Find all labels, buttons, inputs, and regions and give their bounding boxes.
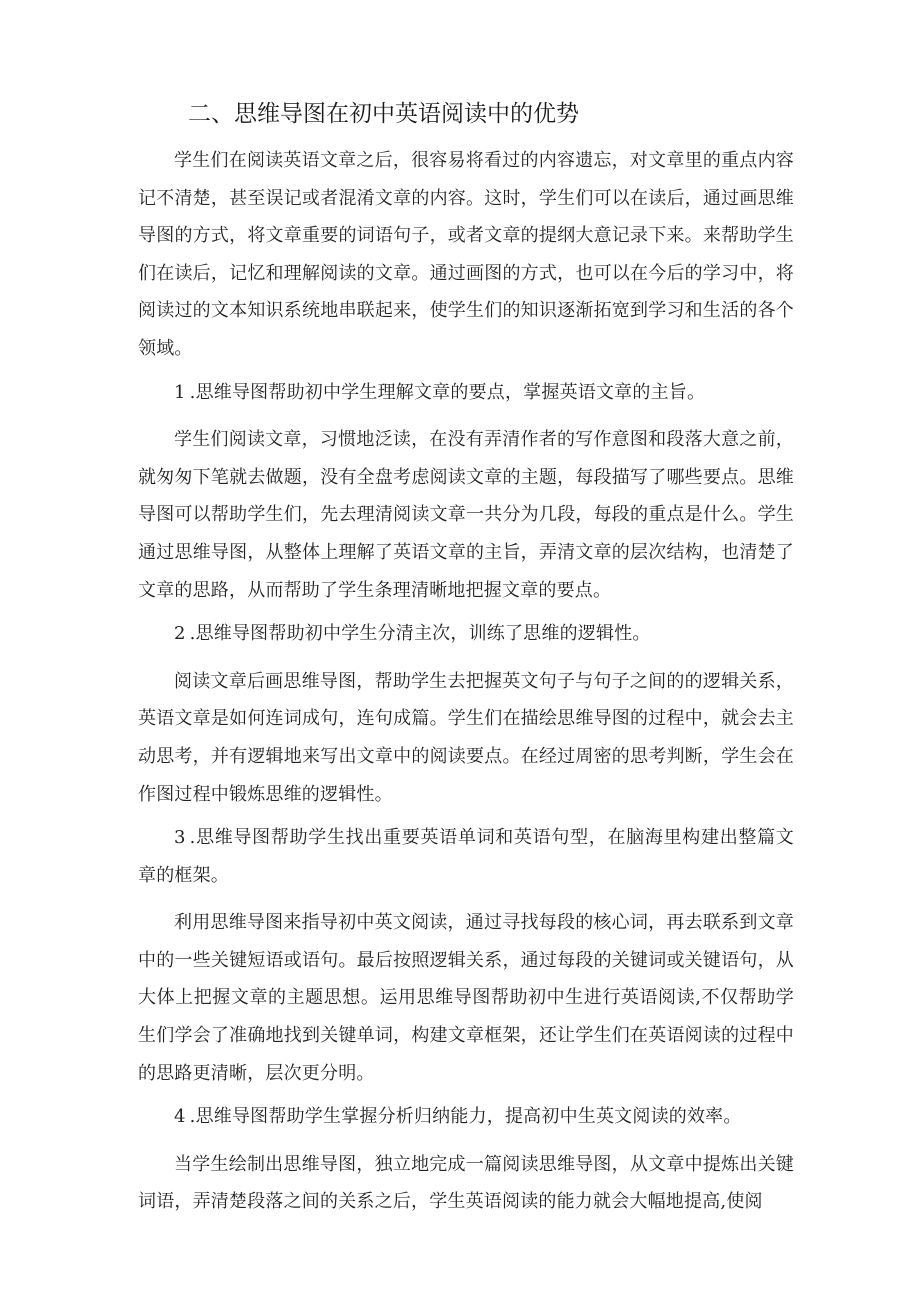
section-heading: 二、思维导图在初中英语阅读中的优势 [188, 101, 579, 127]
document-page [138, 92, 794, 1221]
paragraph-intro: 学生们在阅读英语文章之后，很容易将看过的内容遗忘，对文章里的重点内容记不清楚，甚至误记或者混淆文章的内容。这时，学生们可以在读后，通过画思维导图的方式，将文章重要的词语句子，或者文章的提纲大意记录下来。来帮助学生们在读后，记忆和理解阅读的文章。通过画图的方式，也可以在今后的学习中，将阅读过的文本知识系统地串联起来，使学生们的知识逐渐拓宽到学习和生活的各个领域。 [138, 150, 794, 359]
paragraph-3: 利用思维导图来指导初中英文阅读，通过寻找每段的核心词，再去联系到文章中的一些关键短语或语句。最后按照逻辑关系，通过每段的关键词或关键语句，从大体上把握文章的主题思想。运用思维导图帮助初中生进行英语阅读,不仅帮助学生们学会了准确地找到关键单词，构建文章框架，还让学生们在英语阅读的过程中的思路更清晰，层次更分明。 [138, 912, 794, 1084]
subheading-3 [138, 819, 794, 894]
subheading-2 [138, 615, 794, 653]
subheading-number: 2 [174, 623, 186, 645]
subheading-text: .思维导图帮助学生掌握分析归纳能力，提高初中生英文阅读的效率。 [189, 1106, 742, 1128]
subheading-text: .思维导图帮助初中学生分清主次，训练了思维的逻辑性。 [189, 623, 651, 645]
subheading-text: .思维导图帮助学生找出重要英语单词和英语句型，在脑海里构建出整篇文章的框架。 [138, 827, 794, 886]
subheading-1 [138, 374, 794, 412]
subheading-number: 1 [174, 381, 186, 403]
subheading-number: 3 [174, 827, 186, 849]
paragraph-1: 学生们阅读文章，习惯地泛读，在没有弄清作者的写作意图和段落大意之前，就匆匆下笔就去做题，没有全盘考虑阅读文章的主题，每段描写了哪些要点。思维导图可以帮助学生们，先去理清阅读文章一共分为几段，每段的重点是什么。学生通过思维导图，从整体上理解了英语文章的主旨，弄清文章的层次结构，也清楚了文章的思路，从而帮助了学生条理清晰地把握文章的要点。 [138, 429, 794, 601]
paragraph-4: 当学生绘制出思维导图，独立地完成一篇阅读思维导图，从文章中提炼出关键词语，弄清楚段落之间的关系之后，学生英语阅读的能力就会大幅地提高,使阅 [138, 1153, 794, 1213]
subheading-4 [138, 1098, 794, 1136]
subheading-text: .思维导图帮助初中学生理解文章的要点，掌握英语文章的主旨。 [189, 381, 706, 403]
subheading-number: 4 [174, 1106, 186, 1128]
paragraph-2: 阅读文章后画思维导图，帮助学生去把握英文句子与句子之间的的逻辑关系，英语文章是如何连词成句，连句成篇。学生们在描绘思维导图的过程中，就会去主动思考，并有逻辑地来写出文章中的阅读要点。在经过周密的思考判断，学生会在作图过程中锻炼思维的逻辑性。 [138, 670, 794, 805]
